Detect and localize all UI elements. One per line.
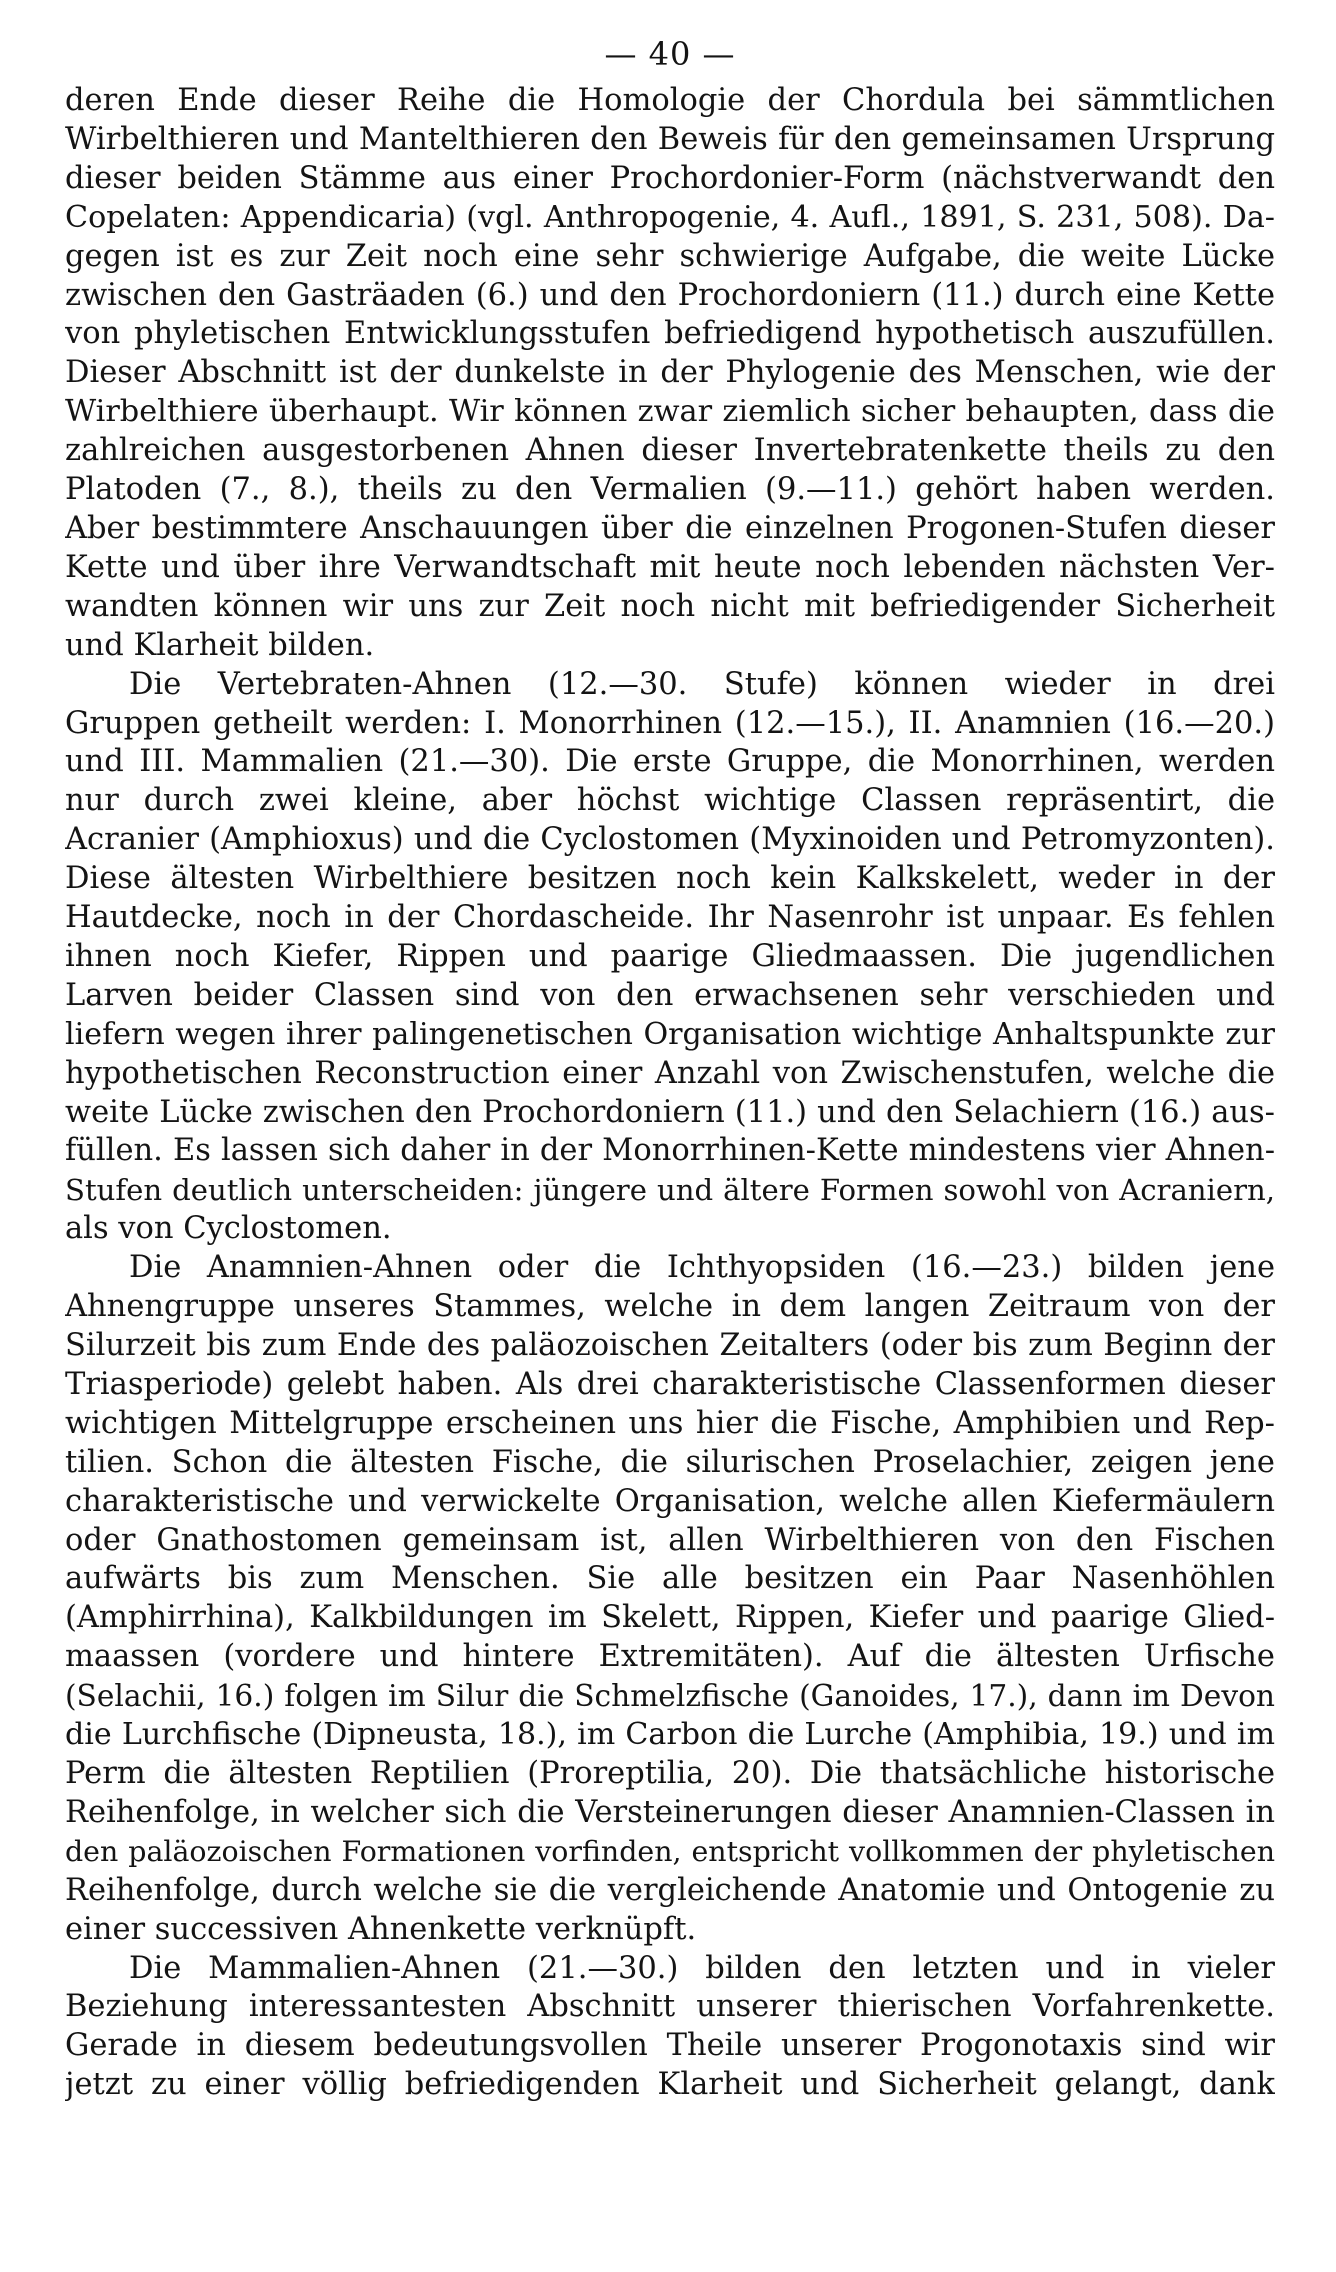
text-line: Acranier (Amphioxus) und die Cyclostomen (Myxinoiden und Petromyzonten). xyxy=(65,822,1275,858)
text-line: aufwärts bis zum Menschen. Sie alle besitzen ein Paar Nasenhöhlen xyxy=(65,1561,1275,1597)
text-line: Ahnengruppe unseres Stammes, welche in dem langen Zeitraum von der xyxy=(65,1289,1275,1325)
text-line: einer successiven Ahnenkette verknüpft. xyxy=(65,1911,697,1947)
text-line: hypothetischen Reconstruction einer Anzahl von Zwischenstufen, welche die xyxy=(65,1055,1275,1091)
document-page xyxy=(65,32,1275,2105)
text-line: Reihenfolge, in welcher sich die Versteinerungen dieser Anamnien-Classen in xyxy=(65,1794,1275,1830)
text-line: von phyletischen Entwicklungsstufen befriedigend hypothetisch auszufüllen. xyxy=(65,316,1275,352)
text-line: Aber bestimmtere Anschauungen über die einzelnen Progonen-Stufen dieser xyxy=(65,510,1275,546)
text-line: wandten können wir uns zur Zeit noch nicht mit befriedigender Sicherheit xyxy=(65,588,1275,624)
paragraph-mammalien-ahnen xyxy=(65,1950,1275,2106)
text-line: Platoden (7., 8.), theils zu den Vermalien (9.—11.) gehört haben werden. xyxy=(65,472,1275,508)
text-line: dieser beiden Stämme aus einer Prochordonier-Form (nächstverwandt den xyxy=(65,160,1275,196)
text-line: ihnen noch Kiefer, Rippen und paarige Gliedmaassen. Die jugendlichen xyxy=(65,938,1275,974)
paragraph-chordula-homology xyxy=(65,82,1275,666)
page-number: — 40 — xyxy=(604,35,736,73)
text-line: füllen. Es lassen sich daher in der Monorrhinen-Kette mindestens vier Ahnen- xyxy=(65,1133,1275,1169)
text-line: gegen ist es zur Zeit noch eine sehr schwierige Aufgabe, die weite Lücke xyxy=(65,238,1275,274)
text-line: Copelaten: Appendicaria) (vgl. Anthropogenie, 4. Aufl., 1891, S. 231, 508). Da- xyxy=(65,199,1275,235)
text-line: und Klarheit bilden. xyxy=(65,627,375,663)
text-line: charakteristische und verwickelte Organisation, welche allen Kiefermäulern xyxy=(65,1483,1275,1519)
text-line: Perm die ältesten Reptilien (Proreptilia, 20). Die thatsächliche historische xyxy=(65,1755,1275,1791)
text-line: Gerade in diesem bedeutungsvollen Theile unserer Progonotaxis sind wir xyxy=(65,2028,1275,2064)
text-line: Die Vertebraten-Ahnen (12.—30. Stufe) können wieder in drei xyxy=(129,666,1275,702)
text-line: Reihenfolge, durch welche sie die vergleichende Anatomie und Ontogenie zu xyxy=(65,1872,1275,1908)
text-line: Wirbelthiere überhaupt. Wir können zwar ziemlich sicher behaupten, dass die xyxy=(65,394,1275,430)
text-line: jetzt zu einer völlig befriedigenden Klarheit und Sicherheit gelangt, dank xyxy=(65,2067,1275,2103)
text-line: nur durch zwei kleine, aber höchst wichtige Classen repräsentirt, die xyxy=(65,783,1275,819)
text-line: wichtigen Mittelgruppe erscheinen uns hier die Fische, Amphibien und Rep- xyxy=(65,1405,1275,1441)
text-line: Beziehung interessantesten Abschnitt unserer thierischen Vorfahrenkette. xyxy=(65,1989,1275,2025)
text-line: weite Lücke zwischen den Prochordoniern (11.) und den Selachiern (16.) aus- xyxy=(65,1094,1275,1130)
text-line: deren Ende dieser Reihe die Homologie der Chordula bei sämmtlichen xyxy=(65,83,1275,118)
text-line: Silurzeit bis zum Ende des paläozoischen Zeitalters (oder bis zum Beginn der xyxy=(65,1328,1275,1363)
text-line: und III. Mammalien (21.—30). Die erste Gruppe, die Monorrhinen, werden xyxy=(65,744,1275,780)
text-line: zwischen den Gasträaden (6.) und den Prochordoniern (11.) durch eine Kette xyxy=(65,277,1275,313)
text-line: Kette und über ihre Verwandtschaft mit heute noch lebenden nächsten Ver- xyxy=(65,549,1275,585)
text-line: tilien. Schon die ältesten Fische, die silurischen Proselachier, zeigen jene xyxy=(65,1444,1275,1480)
text-line: Wirbelthieren und Mantelthieren den Beweis für den gemeinsamen Ursprung xyxy=(65,121,1275,157)
text-line: als von Cyclostomen. xyxy=(65,1211,392,1247)
text-line: Stufen deutlich unterscheiden: jüngere und ältere Formen sowohl von Acraniern, xyxy=(65,1173,1275,1208)
text-line: Die Anamnien-Ahnen oder die Ichthyopsiden (16.—23.) bilden jene xyxy=(129,1250,1275,1286)
text-line: (Selachii, 16.) folgen im Silur die Schmelzfische (Ganoides, 17.), dann im Devon xyxy=(65,1678,1275,1714)
text-line: (Amphirrhina), Kalkbildungen im Skelett, Rippen, Kiefer und paarige Glied- xyxy=(65,1600,1275,1636)
text-line: die Lurchfische (Dipneusta, 18.), im Carbon die Lurche (Amphibia, 19.) und im xyxy=(65,1717,1275,1753)
text-line: Die Mammalien-Ahnen (21.—30.) bilden den letzten und in vieler xyxy=(129,1950,1275,1986)
text-line: liefern wegen ihrer palingenetischen Organisation wichtige Anhaltspunkte zur xyxy=(65,1016,1275,1052)
text-line: Larven beider Classen sind von den erwachsenen sehr verschieden und xyxy=(65,977,1275,1013)
paragraph-anamnien-ahnen xyxy=(65,1249,1275,1949)
text-line: Diese ältesten Wirbelthiere besitzen noch kein Kalkskelett, weder in der xyxy=(65,861,1275,897)
text-line: maassen (vordere und hintere Extremitäten). Auf die ältesten Urfische xyxy=(65,1639,1275,1675)
text-line: zahlreichen ausgestorbenen Ahnen dieser Invertebratenkette theils zu den xyxy=(65,433,1275,469)
text-line: Dieser Abschnitt ist der dunkelste in der Phylogenie des Menschen, wie der xyxy=(65,355,1275,391)
text-line: oder Gnathostomen gemeinsam ist, allen Wirbelthieren von den Fischen xyxy=(65,1522,1275,1558)
text-line: Triasperiode) gelebt haben. Als drei charakteristische Classenformen dieser xyxy=(65,1366,1275,1402)
paragraph-vertebraten-ahnen xyxy=(65,666,1275,1250)
text-line: Hautdecke, noch in der Chordascheide. Ihr Nasenrohr ist unpaar. Es fehlen xyxy=(65,900,1275,936)
text-line: Gruppen getheilt werden: I. Monorrhinen (12.—15.), II. Anamnien (16.—20.) xyxy=(65,705,1275,741)
text-line: den paläozoischen Formationen vorfinden, entspricht vollkommen der phyletischen xyxy=(65,1834,1275,1868)
